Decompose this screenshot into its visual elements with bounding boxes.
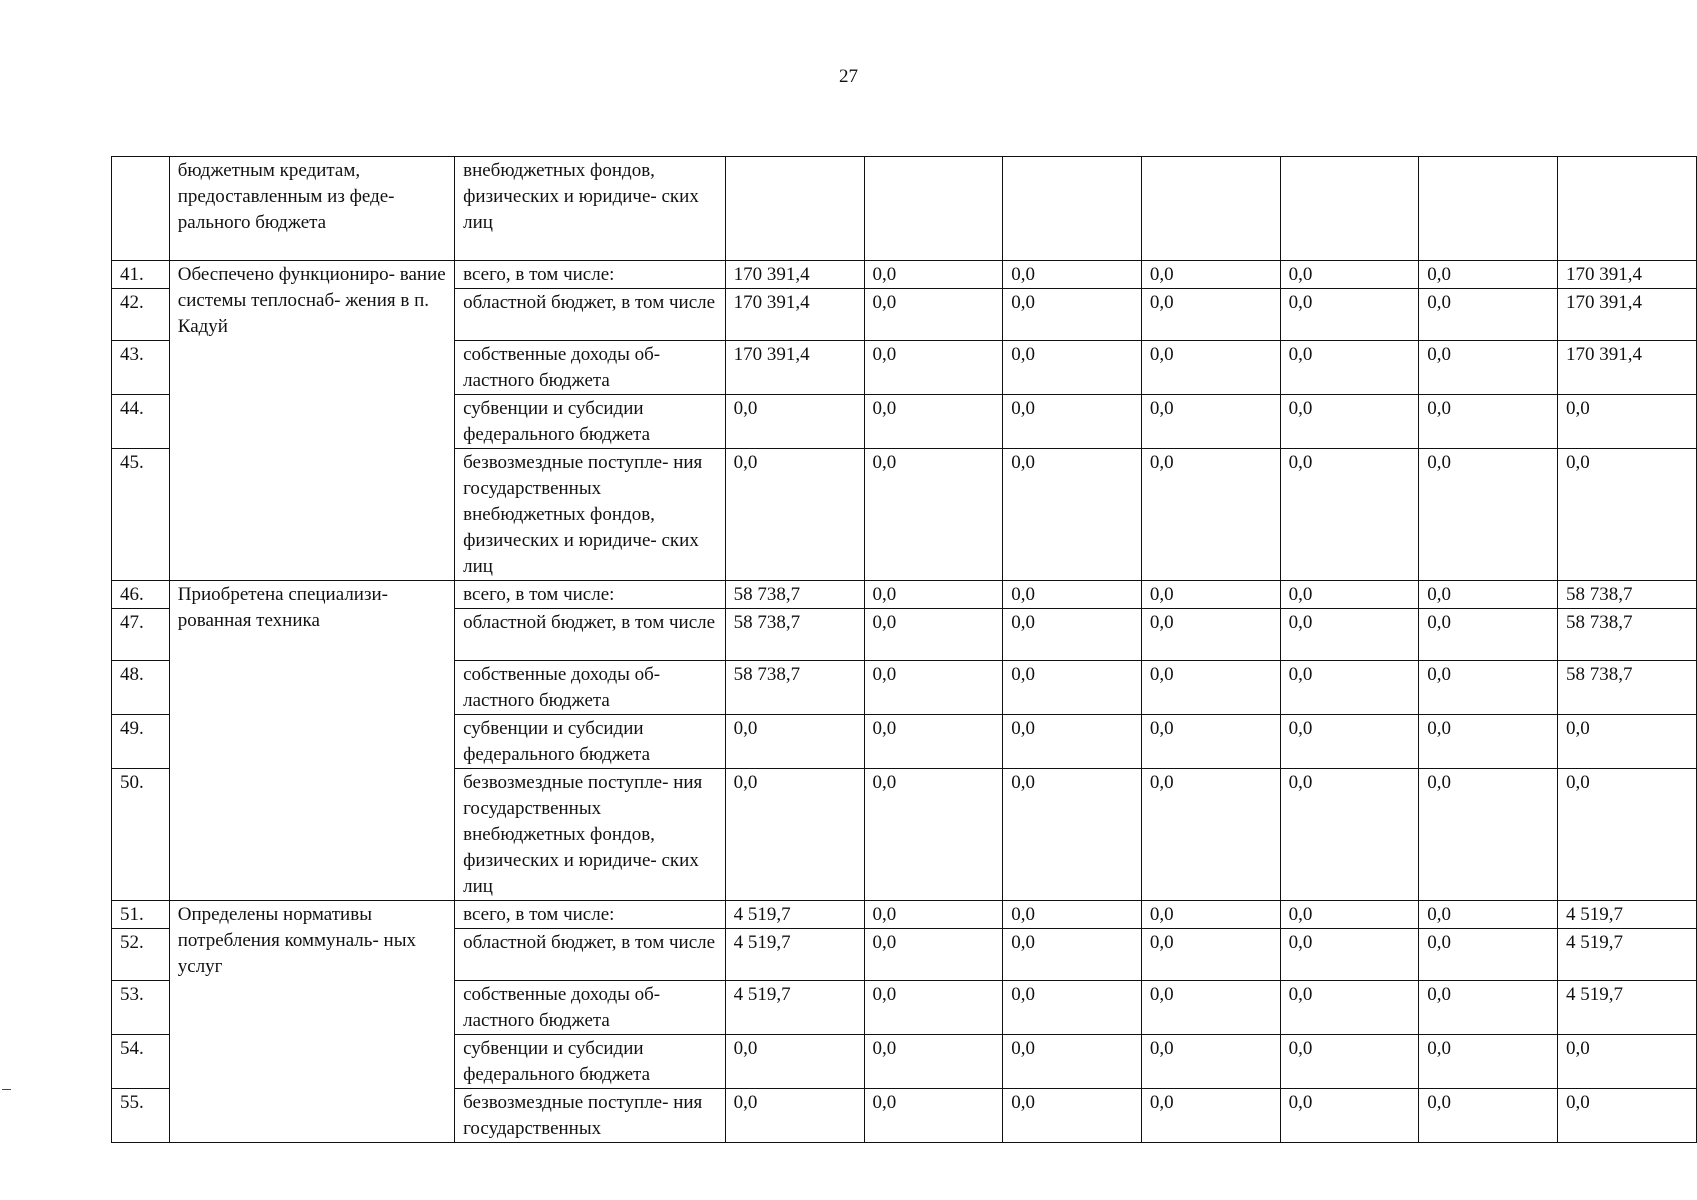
value-cell: 0,0 (1557, 1035, 1696, 1089)
value-cell: 0,0 (1003, 715, 1142, 769)
value-cell: 0,0 (1141, 289, 1280, 341)
funding-source: субвенции и субсидии федерального бюджета (455, 1035, 725, 1089)
value-cell: 0,0 (1419, 449, 1558, 581)
value-cell: 0,0 (1280, 1089, 1419, 1143)
value-cell: 0,0 (1419, 289, 1558, 341)
value-cell: 0,0 (1419, 661, 1558, 715)
funding-source: всего, в том числе: (455, 261, 725, 289)
value-cell (1280, 157, 1419, 261)
value-cell: 0,0 (1557, 395, 1696, 449)
row-number: 47. (112, 609, 170, 661)
value-cell: 0,0 (1141, 769, 1280, 901)
value-cell: 0,0 (864, 1035, 1003, 1089)
value-cell: 170 391,4 (1557, 341, 1696, 395)
funding-source: безвозмездные поступле- ния государственных внебюджетных фондов, физических и юридиче- ских лиц (455, 449, 725, 581)
value-cell: 0,0 (864, 981, 1003, 1035)
budget-table (111, 156, 1697, 1143)
value-cell: 0,0 (1141, 715, 1280, 769)
row-number: 51. (112, 901, 170, 929)
value-cell: 0,0 (1141, 609, 1280, 661)
value-cell: 0,0 (1141, 1035, 1280, 1089)
table-row (112, 261, 1697, 289)
value-cell: 58 738,7 (725, 609, 864, 661)
row-number: 44. (112, 395, 170, 449)
value-cell: 0,0 (1280, 901, 1419, 929)
value-cell: 170 391,4 (1557, 261, 1696, 289)
value-cell (1003, 157, 1142, 261)
value-cell: 0,0 (1003, 449, 1142, 581)
value-cell: 0,0 (1003, 981, 1142, 1035)
value-cell: 0,0 (1280, 715, 1419, 769)
value-cell: 58 738,7 (1557, 661, 1696, 715)
row-number: 50. (112, 769, 170, 901)
value-cell (864, 157, 1003, 261)
value-cell: 0,0 (1141, 261, 1280, 289)
funding-source: всего, в том числе: (455, 581, 725, 609)
value-cell: 0,0 (1280, 449, 1419, 581)
row-number: 41. (112, 261, 170, 289)
value-cell: 0,0 (1419, 715, 1558, 769)
row-number: 42. (112, 289, 170, 341)
value-cell: 0,0 (1003, 929, 1142, 981)
value-cell: 0,0 (1003, 901, 1142, 929)
value-cell: 58 738,7 (1557, 609, 1696, 661)
value-cell: 0,0 (1280, 581, 1419, 609)
row-number: 53. (112, 981, 170, 1035)
value-cell: 0,0 (1419, 929, 1558, 981)
margin-mark (2, 1089, 11, 1090)
value-cell: 58 738,7 (1557, 581, 1696, 609)
event-name: бюджетным кредитам, предоставленным из феде- рального бюджета (169, 157, 454, 261)
table-row (112, 581, 1697, 609)
value-cell: 0,0 (864, 1089, 1003, 1143)
value-cell: 0,0 (725, 1089, 864, 1143)
value-cell: 0,0 (1280, 769, 1419, 901)
table-row (112, 901, 1697, 929)
value-cell (1557, 157, 1696, 261)
value-cell: 0,0 (1557, 1089, 1696, 1143)
value-cell: 0,0 (864, 341, 1003, 395)
funding-source: собственные доходы об- ластного бюджета (455, 661, 725, 715)
value-cell: 0,0 (864, 395, 1003, 449)
value-cell: 170 391,4 (725, 261, 864, 289)
value-cell: 0,0 (864, 289, 1003, 341)
value-cell: 0,0 (1280, 289, 1419, 341)
value-cell: 0,0 (1141, 395, 1280, 449)
value-cell (725, 157, 864, 261)
value-cell: 0,0 (1280, 981, 1419, 1035)
value-cell: 58 738,7 (725, 661, 864, 715)
value-cell: 0,0 (1419, 981, 1558, 1035)
value-cell: 4 519,7 (725, 981, 864, 1035)
value-cell: 170 391,4 (725, 289, 864, 341)
value-cell: 4 519,7 (1557, 901, 1696, 929)
row-number: 45. (112, 449, 170, 581)
value-cell: 0,0 (1003, 1089, 1142, 1143)
value-cell: 0,0 (1003, 1035, 1142, 1089)
row-number: 43. (112, 341, 170, 395)
table-body (112, 157, 1697, 1143)
value-cell: 0,0 (1003, 581, 1142, 609)
value-cell: 4 519,7 (1557, 981, 1696, 1035)
value-cell: 0,0 (725, 769, 864, 901)
value-cell: 0,0 (1003, 341, 1142, 395)
funding-source: безвозмездные поступле- ния государственных внебюджетных фондов, физических и юридиче- ских лиц (455, 769, 725, 901)
value-cell: 0,0 (1419, 261, 1558, 289)
value-cell: 0,0 (1003, 661, 1142, 715)
funding-source: внебюджетных фондов, физических и юридиче- ских лиц (455, 157, 725, 261)
value-cell: 0,0 (1003, 289, 1142, 341)
row-number: 54. (112, 1035, 170, 1089)
value-cell: 0,0 (1141, 901, 1280, 929)
value-cell: 0,0 (1003, 261, 1142, 289)
value-cell: 0,0 (1003, 395, 1142, 449)
value-cell (1419, 157, 1558, 261)
value-cell: 0,0 (1557, 449, 1696, 581)
value-cell: 0,0 (1280, 609, 1419, 661)
row-number: 49. (112, 715, 170, 769)
funding-source: собственные доходы об- ластного бюджета (455, 341, 725, 395)
value-cell: 0,0 (864, 261, 1003, 289)
value-cell: 0,0 (1280, 1035, 1419, 1089)
value-cell: 0,0 (864, 929, 1003, 981)
value-cell: 0,0 (864, 715, 1003, 769)
value-cell: 0,0 (864, 609, 1003, 661)
page-number: 27 (839, 66, 858, 87)
value-cell: 0,0 (864, 581, 1003, 609)
funding-source: областной бюджет, в том числе (455, 609, 725, 661)
value-cell: 0,0 (1280, 261, 1419, 289)
value-cell: 0,0 (1419, 1089, 1558, 1143)
funding-source: всего, в том числе: (455, 901, 725, 929)
value-cell: 170 391,4 (725, 341, 864, 395)
value-cell: 0,0 (1003, 609, 1142, 661)
event-name: Обеспечено функциониро- вание системы теплоснаб- жения в п. Кадуй (169, 261, 454, 581)
funding-source: безвозмездные поступле- ния государственных (455, 1089, 725, 1143)
value-cell: 0,0 (1419, 395, 1558, 449)
value-cell: 0,0 (1141, 449, 1280, 581)
value-cell: 0,0 (864, 901, 1003, 929)
value-cell: 0,0 (1141, 661, 1280, 715)
funding-source: субвенции и субсидии федерального бюджета (455, 395, 725, 449)
event-name: Приобретена специализи- рованная техника (169, 581, 454, 901)
value-cell: 0,0 (1003, 769, 1142, 901)
value-cell: 0,0 (864, 449, 1003, 581)
value-cell: 0,0 (864, 661, 1003, 715)
value-cell: 0,0 (725, 449, 864, 581)
value-cell: 0,0 (1419, 609, 1558, 661)
table-row-continuation (112, 157, 1697, 261)
value-cell: 4 519,7 (725, 929, 864, 981)
value-cell: 0,0 (1419, 581, 1558, 609)
funding-source: областной бюджет, в том числе (455, 289, 725, 341)
value-cell: 4 519,7 (1557, 929, 1696, 981)
value-cell: 0,0 (1280, 661, 1419, 715)
funding-source: областной бюджет, в том числе (455, 929, 725, 981)
value-cell: 0,0 (1280, 929, 1419, 981)
value-cell: 0,0 (725, 395, 864, 449)
value-cell: 0,0 (1141, 341, 1280, 395)
funding-source: собственные доходы об- ластного бюджета (455, 981, 725, 1035)
funding-source: субвенции и субсидии федерального бюджета (455, 715, 725, 769)
value-cell: 0,0 (1419, 901, 1558, 929)
value-cell: 0,0 (1141, 981, 1280, 1035)
row-number (112, 157, 170, 261)
value-cell: 0,0 (1141, 929, 1280, 981)
value-cell: 4 519,7 (725, 901, 864, 929)
value-cell: 0,0 (725, 715, 864, 769)
value-cell: 0,0 (725, 1035, 864, 1089)
value-cell: 0,0 (1419, 769, 1558, 901)
value-cell: 0,0 (1557, 715, 1696, 769)
row-number: 48. (112, 661, 170, 715)
row-number: 52. (112, 929, 170, 981)
value-cell (1141, 157, 1280, 261)
value-cell: 0,0 (1280, 395, 1419, 449)
value-cell: 0,0 (1141, 1089, 1280, 1143)
value-cell: 0,0 (1141, 581, 1280, 609)
row-number: 55. (112, 1089, 170, 1143)
value-cell: 58 738,7 (725, 581, 864, 609)
row-number: 46. (112, 581, 170, 609)
value-cell: 0,0 (864, 769, 1003, 901)
event-name: Определены нормативы потребления коммуналь- ных услуг (169, 901, 454, 1143)
value-cell: 0,0 (1557, 769, 1696, 901)
value-cell: 0,0 (1419, 341, 1558, 395)
value-cell: 0,0 (1280, 341, 1419, 395)
value-cell: 170 391,4 (1557, 289, 1696, 341)
value-cell: 0,0 (1419, 1035, 1558, 1089)
